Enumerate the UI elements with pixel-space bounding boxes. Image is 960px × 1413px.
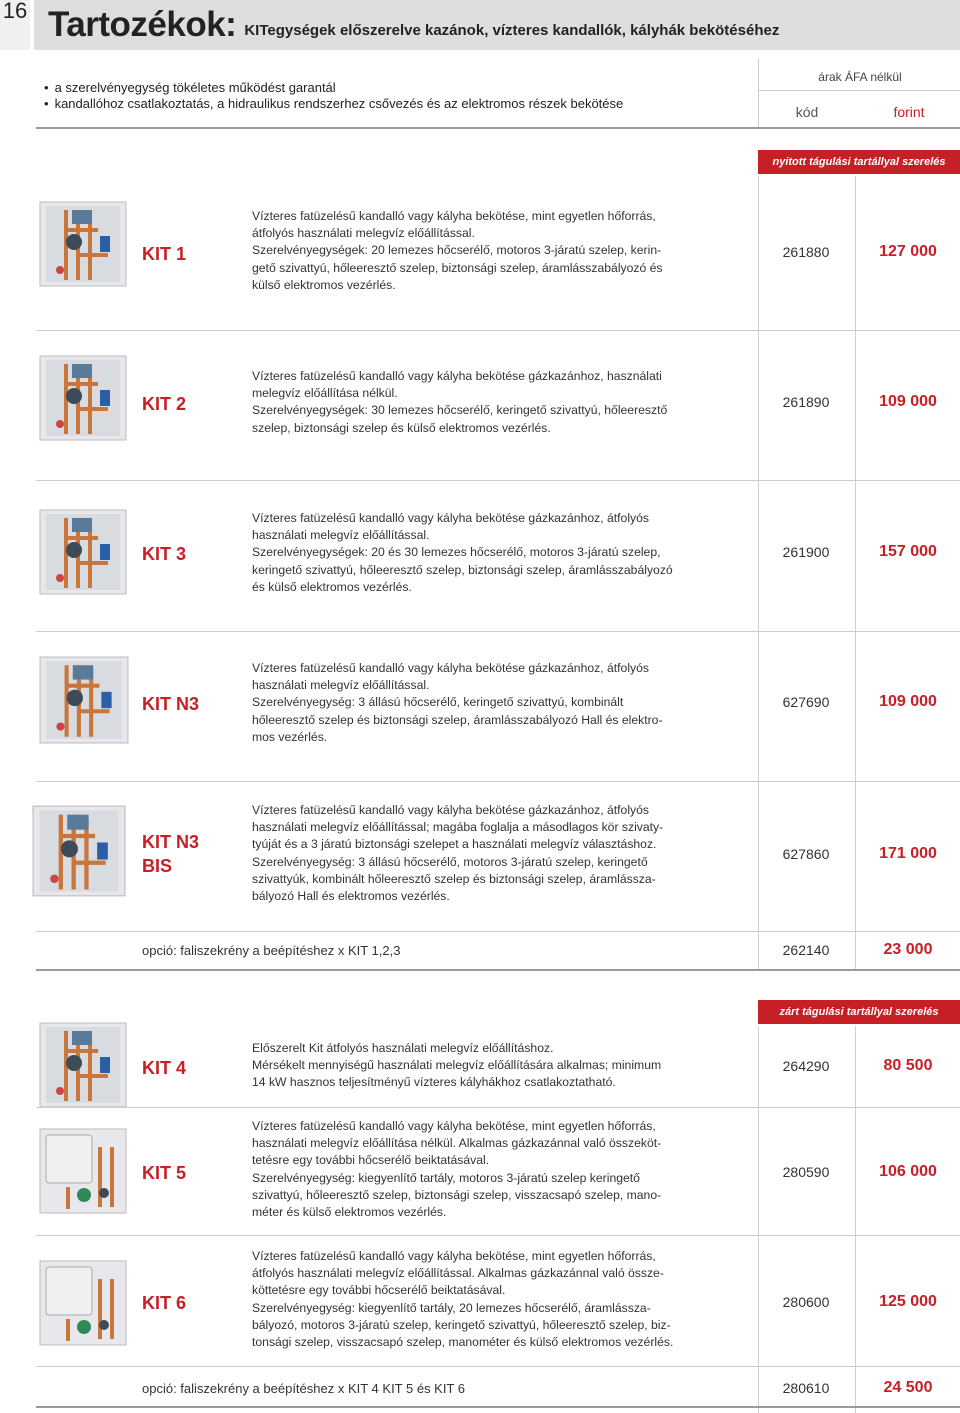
divider (36, 1366, 960, 1367)
divider (36, 127, 960, 129)
kit-code: 261890 (782, 394, 830, 410)
price-header-divider (759, 90, 960, 91)
desc-line: tonsági szelep, visszacsapó szelep, manométer és külső elektromos vezérlés. (252, 1335, 674, 1350)
desc-line: Vízteres fatüzelésű kandalló vagy kályha bekötése gázkazánhoz, átfolyós (252, 511, 650, 525)
kit-description (252, 510, 748, 596)
price-header (758, 58, 960, 128)
desc-line: tyúját és a 3 járatú biztonsági szelepet a használati melegvíz választáshoz. (252, 837, 657, 852)
divider (36, 631, 960, 632)
kit-description (252, 368, 748, 437)
kit-price: 157 000 (879, 543, 937, 560)
price-note: árak ÁFA nélkül (818, 70, 902, 84)
desc-line: átfolyós használati melegvíz előállítással. (252, 226, 475, 241)
desc-line: Szerelvényegységek: 20 és 30 lemezes hőcserélő, motoros 3-járatú szelep, (252, 545, 661, 560)
desc-line: és külső elektromos vezérlés. (252, 579, 412, 594)
option-code: 280610 (782, 1380, 830, 1396)
kit-image (38, 1020, 128, 1110)
desc-line: keringető szivattyú, hőleeresztő szelep, biztonsági szelep, áramlásszabályozó (252, 562, 673, 577)
bullet-item: • kandallóhoz csatlakoztatás, a hidraulikus rendszerhez csővezés és az elektromos részek bekötése (44, 96, 623, 112)
kit-code: 264290 (782, 1058, 830, 1074)
desc-line: Szerelvényegység: 3 állású hőcserélő, keringető szivattyú, kombinált (252, 695, 624, 710)
desc-line: használati melegvíz előállítással. (252, 678, 430, 693)
column-divider (855, 1026, 856, 1413)
kit-image (38, 200, 128, 288)
kit-price: 171 000 (879, 845, 937, 862)
kit-description (252, 660, 748, 746)
desc-line: átfolyós használati melegvíz előállítással. Alkalmas gázkazánnal való össze- (252, 1266, 664, 1281)
kit-name: KIT N3 (142, 694, 200, 714)
option-label: opció: faliszekrény a beépítéshez x KIT 4 KIT 5 és KIT 6 (142, 1381, 466, 1396)
kit-price: 125 000 (879, 1293, 937, 1310)
desc-line: használati melegvíz előállítással; magába foglalja a másodlagos kör szivaty- (252, 820, 664, 835)
desc-line: szelep, biztonsági szelep és külső elektromos vezérlés. (252, 420, 551, 435)
divider (36, 1107, 960, 1108)
kit-image (38, 650, 130, 750)
kit-code: 627860 (782, 846, 830, 862)
desc-line: Előszerelt Kit átfolyós használati melegvíz előállításhoz. (252, 1041, 554, 1055)
desc-line: köttetésre egy további hőcserélő beiktatásával. (252, 1283, 506, 1298)
option-price: 23 000 (883, 941, 933, 958)
feature-bullets (44, 80, 623, 112)
desc-line: Vízteres fatüzelésű kandalló vagy kályha bekötése gázkazánhoz, használati (252, 369, 662, 383)
desc-line: Mérsékelt mennyiségű használati melegvíz előállítására alkalmas; minimum (252, 1058, 662, 1073)
desc-line: bályozó, motoros 3-járatú szelep, keringető szivattyú, hőleeresztő szelep, biz- (252, 1317, 671, 1332)
divider (36, 1406, 960, 1408)
desc-line: 14 kW hasznos teljesítményű vízteres kályhákhoz csatlakoztatható. (252, 1075, 616, 1090)
desc-line: szivattyúk, kombinált hőleeresztő szelep és biztonsági szelep, áramlássza- (252, 871, 656, 886)
desc-line: Szerelvényegységek: 20 lemezes hőcserélő, motoros 3-járatú szelep, kerin- (252, 243, 662, 258)
desc-line: Vízteres fatüzelésű kandalló vagy kályha bekötése, mint egyetlen hőforrás, (252, 209, 656, 223)
kit-code: 280600 (782, 1294, 830, 1310)
desc-line: Vízteres fatüzelésű kandalló vagy kályha bekötése gázkazánhoz, átfolyós (252, 661, 650, 675)
kit-name: KIT 2 (142, 394, 187, 414)
desc-line: hőleeresztő szelep és biztonsági szelep, áramlásszabályozó Hall és elektro- (252, 712, 663, 727)
kit-code: 627690 (782, 694, 830, 710)
kit-name: KIT 4 (142, 1058, 187, 1078)
bullet-item: • a szerelvényegység tökéletes működést garantál (44, 80, 623, 96)
section-open-label: nyitott tágulási tartállyal szerelés (758, 150, 960, 174)
kit-name: KIT 6 (142, 1293, 187, 1313)
kit-name: KIT 5 (142, 1163, 187, 1183)
kit-description (252, 1248, 748, 1351)
page-subtitle: KITegységek előszerelve kazánok, vízteres kandallók, kályhák bekötéséhez (244, 21, 780, 39)
kit-price: 106 000 (879, 1163, 937, 1180)
desc-line: Vízteres fatüzelésű kandalló vagy kályha bekötése, mint egyetlen hőforrás, (252, 1119, 656, 1133)
divider (36, 969, 960, 971)
kit-image (30, 804, 128, 898)
kit-image (38, 1118, 128, 1224)
desc-line: melegvíz előállítása nélkül. (252, 386, 398, 401)
desc-line: Szerelvényegység: 3 állású hőcserélő, motoros 3-járatú szelep, keringető (252, 854, 648, 869)
divider (36, 480, 960, 481)
desc-line: Vízteres fatüzelésű kandalló vagy kályha bekötése, mint egyetlen hőforrás, (252, 1249, 656, 1263)
kit-price: 109 000 (879, 693, 937, 710)
kit-price: 80 500 (883, 1057, 933, 1074)
kit-description (252, 208, 748, 294)
option-price: 24 500 (883, 1379, 933, 1396)
section-closed-label: zárt tágulási tartállyal szerelés (758, 1000, 960, 1024)
page-number: 16 (0, 0, 30, 50)
kit-price: 109 000 (879, 393, 937, 410)
kit-code: 261900 (782, 544, 830, 560)
desc-line: külső elektromos vezérlés. (252, 277, 396, 292)
page-header (34, 0, 960, 50)
kit-image (38, 508, 128, 596)
kit-description (252, 802, 748, 905)
desc-line: használati melegvíz előállítással. (252, 528, 430, 543)
code-column-label: kód (795, 104, 819, 120)
kit-name-line: KIT N3 (142, 832, 200, 852)
option-label: opció: faliszekrény a beépítéshez x KIT 1,2,3 (142, 943, 401, 958)
page-title: Tartozékok: (48, 5, 237, 44)
desc-line: Szerelvényegység: kiegyenlítő tartály, 20 lemezes hőcserélő, áramlássza- (252, 1300, 651, 1315)
column-divider (758, 1026, 759, 1413)
kit-price: 127 000 (879, 243, 937, 260)
desc-line: gető szivattyú, hőleeresztő szelep, biztonsági szelep, áramlásszabályozó és (252, 260, 663, 275)
kit-description (252, 1040, 748, 1092)
kit-name: KIT 3 (142, 544, 187, 564)
kit-name: KIT 1 (142, 244, 187, 264)
desc-line: Szerelvényegységek: 30 lemezes hőcserélő, keringető szivattyú, hőleeresztő (252, 403, 668, 418)
kit-code: 280590 (782, 1164, 830, 1180)
price-column-label: forint (893, 104, 925, 120)
divider (36, 781, 960, 782)
desc-line: szivattyú, hőleeresztő szelep, biztonsági szelep, visszacsapó szelep, mano- (252, 1187, 662, 1202)
kit-name-line: BIS (142, 856, 173, 876)
kit-name (142, 830, 199, 878)
desc-line: mos vezérlés. (252, 729, 328, 744)
desc-line: Vízteres fatüzelésű kandalló vagy kályha bekötése gázkazánhoz, átfolyós (252, 803, 650, 817)
desc-line: Szerelvényegység: kiegyenlítő tartály, motoros 3-járatú szelep keringető (252, 1170, 640, 1185)
option-code: 262140 (782, 942, 830, 958)
kit-image (38, 1248, 128, 1358)
divider (36, 330, 960, 331)
kit-description (252, 1118, 748, 1221)
divider (36, 931, 960, 932)
desc-line: tetésre egy további hőcserélő beiktatásával. (252, 1153, 490, 1168)
kit-code: 261880 (782, 244, 830, 260)
desc-line: méter és külső elektromos vezérlés. (252, 1205, 447, 1220)
desc-line: bályozó Hall és elektromos vezérlés. (252, 889, 450, 904)
desc-line: használati melegvíz előállítása nélkül. Alkalmas gázkazánnal való összeköt- (252, 1136, 662, 1151)
divider (36, 1235, 960, 1236)
kit-image (38, 354, 128, 442)
